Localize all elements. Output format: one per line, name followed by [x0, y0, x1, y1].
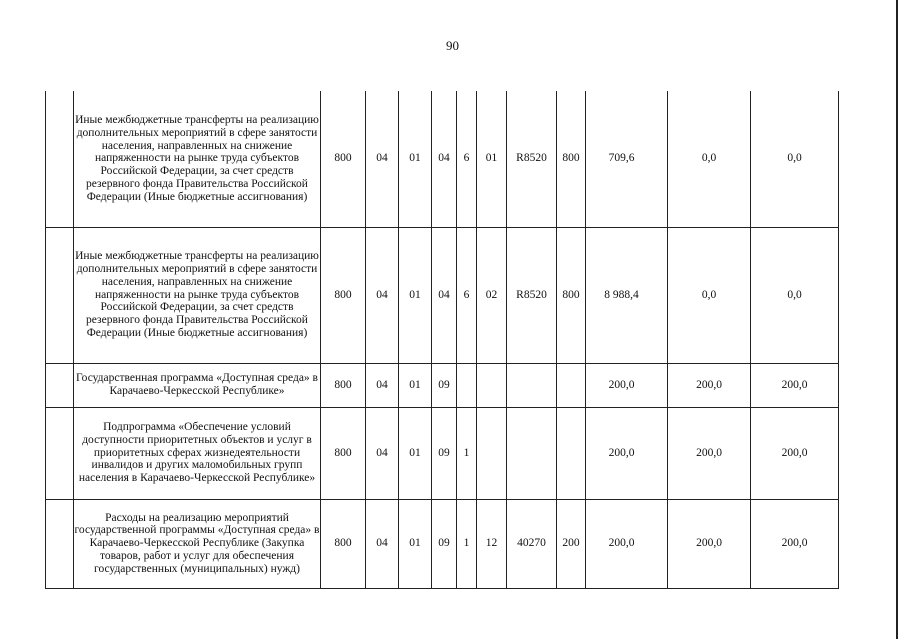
section-code-cell: 04: [366, 227, 399, 363]
event-code-cell: 01: [477, 91, 507, 227]
expense-type-cell: 800: [557, 227, 586, 363]
ministry-code-cell: 800: [321, 407, 366, 499]
ministry-code-cell: 800: [321, 363, 366, 407]
event-code-cell: 12: [477, 499, 507, 588]
program-code-cell: 09: [432, 363, 457, 407]
subprogram-code-cell: 6: [457, 227, 477, 363]
event-code-cell: [477, 363, 507, 407]
expense-name-cell: Иные межбюджетные трансферты на реализацию дополнительных мероприятий в сфере занятости населения, направленных на снижение напряженности на рынке труда субъектов Российской Федерации, за счет средств резервного фонда Правительства Российской Федерации (Иные бюджетные ассигнования): [74, 227, 321, 363]
number-cell: [46, 407, 74, 499]
amount-year-2-cell: 0,0: [668, 91, 751, 227]
expense-type-cell: 200: [557, 499, 586, 588]
subprogram-code-cell: 1: [457, 407, 477, 499]
section-code-cell: 04: [366, 91, 399, 227]
number-cell: [46, 91, 74, 227]
program-code-cell: 04: [432, 91, 457, 227]
section-code-cell: 04: [366, 407, 399, 499]
program-code-cell: 09: [432, 499, 457, 588]
amount-year-3-cell: 0,0: [751, 227, 839, 363]
table-row: [46, 91, 839, 227]
section-code-cell: 04: [366, 499, 399, 588]
ministry-code-cell: 800: [321, 227, 366, 363]
direction-code-cell: [507, 363, 557, 407]
subprogram-code-cell: 1: [457, 499, 477, 588]
page-number: 90: [446, 38, 459, 53]
table-row: [46, 407, 839, 499]
amount-year-1-cell: 200,0: [586, 363, 668, 407]
amount-year-3-cell: 200,0: [751, 499, 839, 588]
expense-type-cell: [557, 407, 586, 499]
number-cell: [46, 363, 74, 407]
program-code-cell: 04: [432, 227, 457, 363]
table-row: [46, 499, 839, 588]
amount-year-3-cell: 200,0: [751, 407, 839, 499]
subsection-code-cell: 01: [399, 499, 432, 588]
subsection-code-cell: 01: [399, 91, 432, 227]
number-cell: [46, 227, 74, 363]
table-row: [46, 363, 839, 407]
direction-code-cell: R8520: [507, 227, 557, 363]
number-cell: [46, 499, 74, 588]
section-code-cell: 04: [366, 363, 399, 407]
subsection-code-cell: 01: [399, 407, 432, 499]
subsection-code-cell: 01: [399, 227, 432, 363]
amount-year-2-cell: 200,0: [668, 363, 751, 407]
expense-name-cell: Иные межбюджетные трансферты на реализацию дополнительных мероприятий в сфере занятости населения, направленных на снижение напряженности на рынке труда субъектов Российской Федерации, за счет средств резервного фонда Правительства Российской Федерации (Иные бюджетные ассигнования): [74, 91, 321, 227]
table-row: [46, 227, 839, 363]
event-code-cell: [477, 407, 507, 499]
direction-code-cell: [507, 407, 557, 499]
subprogram-code-cell: [457, 363, 477, 407]
ministry-code-cell: 800: [321, 499, 366, 588]
program-code-cell: 09: [432, 407, 457, 499]
amount-year-1-cell: 709,6: [586, 91, 668, 227]
expense-type-cell: 800: [557, 91, 586, 227]
budget-table: [45, 91, 839, 589]
expense-name-cell: Подпрограмма «Обеспечение условий доступности приоритетных объектов и услуг в приоритетных сферах жизнедеятельности инвалидов и других маломобильных групп населения в Карачаево-Черкесской Республике»: [74, 407, 321, 499]
subsection-code-cell: 01: [399, 363, 432, 407]
expense-type-cell: [557, 363, 586, 407]
amount-year-3-cell: 200,0: [751, 363, 839, 407]
expense-name-cell: Расходы на реализацию мероприятий государственной программы «Доступная среда» в Карачаево-Черкесской Республике (Закупка товаров, работ и услуг для обеспечения государственных (муниципальных) нужд): [74, 499, 321, 588]
direction-code-cell: 40270: [507, 499, 557, 588]
ministry-code-cell: 800: [321, 91, 366, 227]
page-edge-line: [896, 0, 898, 639]
amount-year-3-cell: 0,0: [751, 91, 839, 227]
amount-year-1-cell: 8 988,4: [586, 227, 668, 363]
amount-year-2-cell: 200,0: [668, 407, 751, 499]
event-code-cell: 02: [477, 227, 507, 363]
amount-year-1-cell: 200,0: [586, 407, 668, 499]
amount-year-2-cell: 0,0: [668, 227, 751, 363]
amount-year-1-cell: 200,0: [586, 499, 668, 588]
direction-code-cell: R8520: [507, 91, 557, 227]
expense-name-cell: Государственная программа «Доступная среда» в Карачаево-Черкесской Республике»: [74, 363, 321, 407]
subprogram-code-cell: 6: [457, 91, 477, 227]
amount-year-2-cell: 200,0: [668, 499, 751, 588]
